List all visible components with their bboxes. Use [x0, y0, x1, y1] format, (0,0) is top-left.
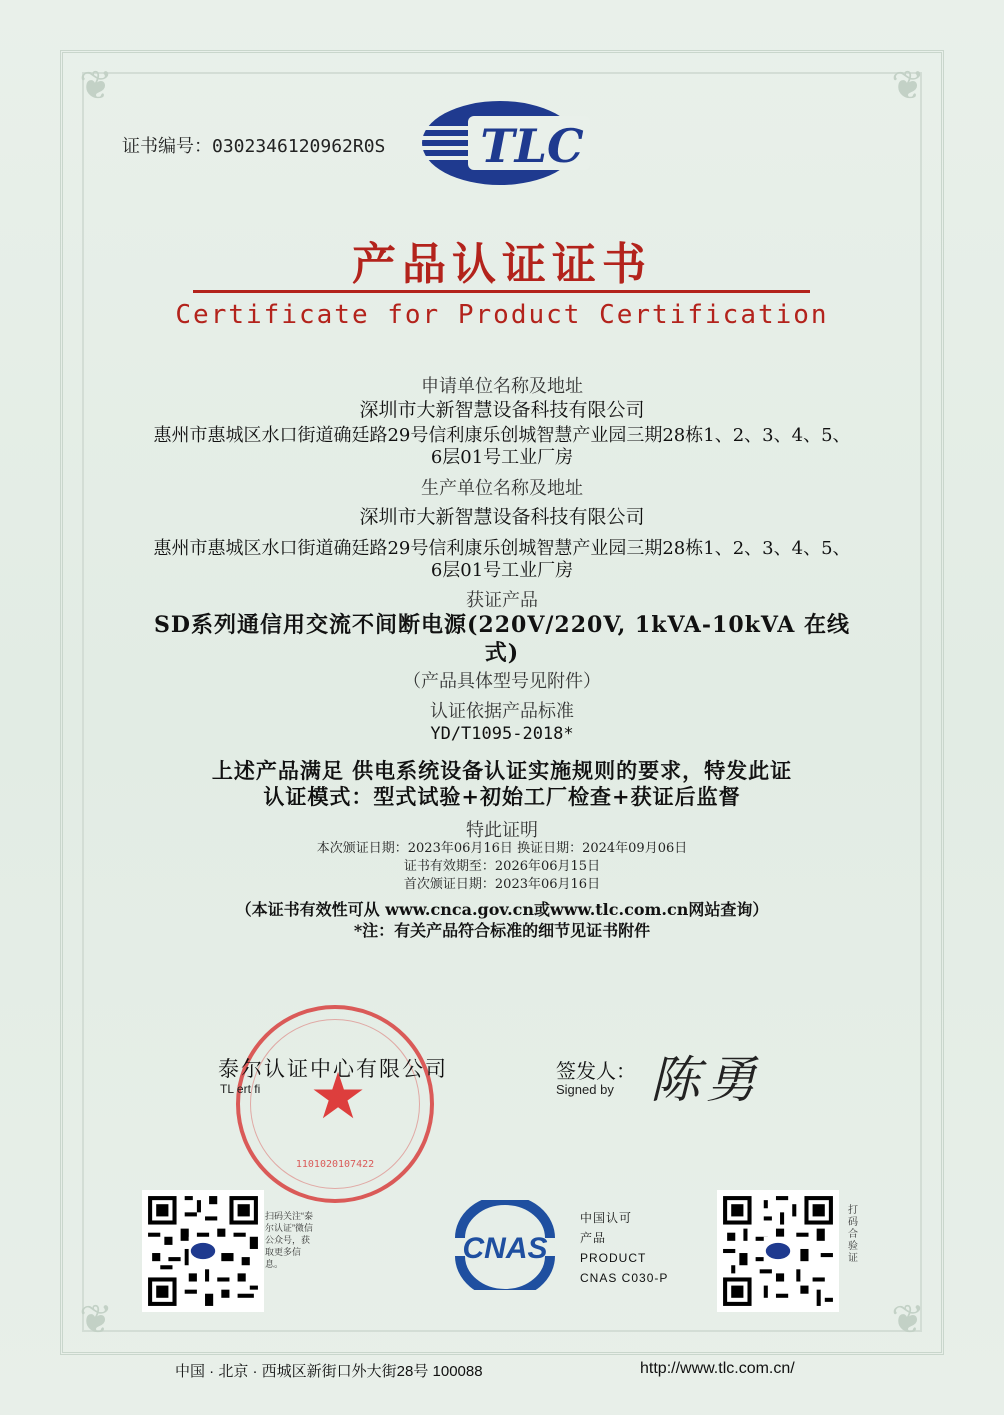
- detail-note: *注：有关产品符合标准的细节见证书附件: [353, 921, 651, 940]
- cnas-line2: 产品: [580, 1231, 607, 1245]
- cert-no-label: 证书编号：: [122, 136, 212, 157]
- star-icon: ★: [309, 1060, 367, 1134]
- certificate-number: [122, 132, 385, 158]
- qr-code-icon: [144, 1192, 262, 1310]
- corner-ornament-icon: ❦: [891, 63, 925, 109]
- corner-ornament-icon: ❦: [79, 1297, 113, 1343]
- cnas-line4: CNAS C030-P: [580, 1271, 669, 1285]
- manufacturer-label: 生产单位名称及地址: [421, 478, 583, 499]
- product-name-line1: SD系列通信用交流不间断电源(220V/220V, 1kVA-10kVA 在线: [154, 612, 850, 638]
- manufacturer-address-line1: 惠州市惠城区水口街道确廷路29号信利康乐创城智慧产业园三期28栋1、2、3、4、5、: [153, 538, 851, 559]
- applicant-address-line2: 6层01号工业厂房: [430, 447, 574, 468]
- qr-code-left[interactable]: [142, 1190, 264, 1312]
- certify-text: 特此证明: [466, 820, 538, 841]
- valid-until: 证书有效期至：2026年06月15日: [403, 859, 601, 874]
- cnas-logo: [440, 1200, 570, 1290]
- cnas-line3: PRODUCT: [580, 1251, 647, 1265]
- product-name-line2: 式): [484, 640, 520, 666]
- issue-dates: 本次颁证日期：2023年06月16日 换证日期：2024年09月06日: [316, 841, 688, 856]
- title-divider: [193, 290, 810, 293]
- qr-code-icon: [719, 1192, 837, 1310]
- cert-no-value: 0302346120962R0S: [212, 136, 386, 157]
- official-seal: [236, 1005, 434, 1203]
- cnas-line1: 中国认可: [580, 1211, 633, 1225]
- cnas-logo-icon: [440, 1200, 570, 1290]
- corner-ornament-icon: ❦: [891, 1297, 925, 1343]
- product-label: 获证产品: [466, 590, 538, 611]
- manufacturer-address-line2: 6层01号工业厂房: [430, 560, 574, 581]
- standard-label: 认证依据产品标准: [430, 701, 574, 722]
- tlc-logo: [420, 98, 590, 188]
- logo-text: TLC: [480, 119, 584, 173]
- product-model-note: （产品具体型号见附件）: [403, 671, 601, 692]
- issuer-organization-english: TL ert fi: [220, 1082, 261, 1096]
- manufacturer-name: 深圳市大新智慧设备科技有限公司: [359, 506, 645, 528]
- signed-by-english: Signed by: [556, 1082, 614, 1097]
- print-verify-note: 打码合验证: [848, 1205, 858, 1264]
- statement-line2: 认证模式：型式试验+初始工厂检查+获证后监督: [263, 784, 741, 809]
- signed-by-label: 签发人：: [556, 1059, 636, 1083]
- first-issue-date: 首次颁证日期：2023年06月16日: [403, 877, 601, 892]
- applicant-label: 申请单位名称及地址: [421, 376, 583, 397]
- title-english: Certificate for Product Certification: [175, 300, 829, 330]
- cnas-logo-text: CNAS: [462, 1232, 548, 1265]
- footer-address: 中国 · 北京 · 西城区新街口外大街28号 100088: [175, 1363, 483, 1380]
- validity-note: （本证书有效性可从 www.cnca.gov.cn或www.tlc.com.cn网站查询）: [235, 900, 769, 919]
- standard-value: YD/T1095-2018*: [430, 724, 574, 744]
- seal-number: 1101020107422: [295, 1159, 375, 1170]
- tlc-logo-icon: [420, 98, 590, 188]
- applicant-name: 深圳市大新智慧设备科技有限公司: [359, 399, 645, 421]
- signature: 陈勇: [650, 1051, 762, 1109]
- statement-line1: 上述产品满足 供电系统设备认证实施规则的要求，特发此证: [211, 758, 793, 783]
- cnas-accreditation: [580, 1208, 668, 1288]
- applicant-address-line1: 惠州市惠城区水口街道确廷路29号信利康乐创城智慧产业园三期28栋1、2、3、4、5、: [153, 425, 851, 446]
- corner-ornament-icon: ❦: [79, 63, 113, 109]
- issuer-organization: 泰尔认证中心有限公司: [218, 1057, 448, 1081]
- title-chinese: 产品认证证书: [352, 239, 652, 290]
- qr-follow-note: 扫码关注“泰尔认证”微信公众号，获取更多信息。: [265, 1211, 313, 1269]
- qr-code-right[interactable]: [717, 1190, 839, 1312]
- footer-url[interactable]: http://www.tlc.com.cn/: [640, 1360, 795, 1377]
